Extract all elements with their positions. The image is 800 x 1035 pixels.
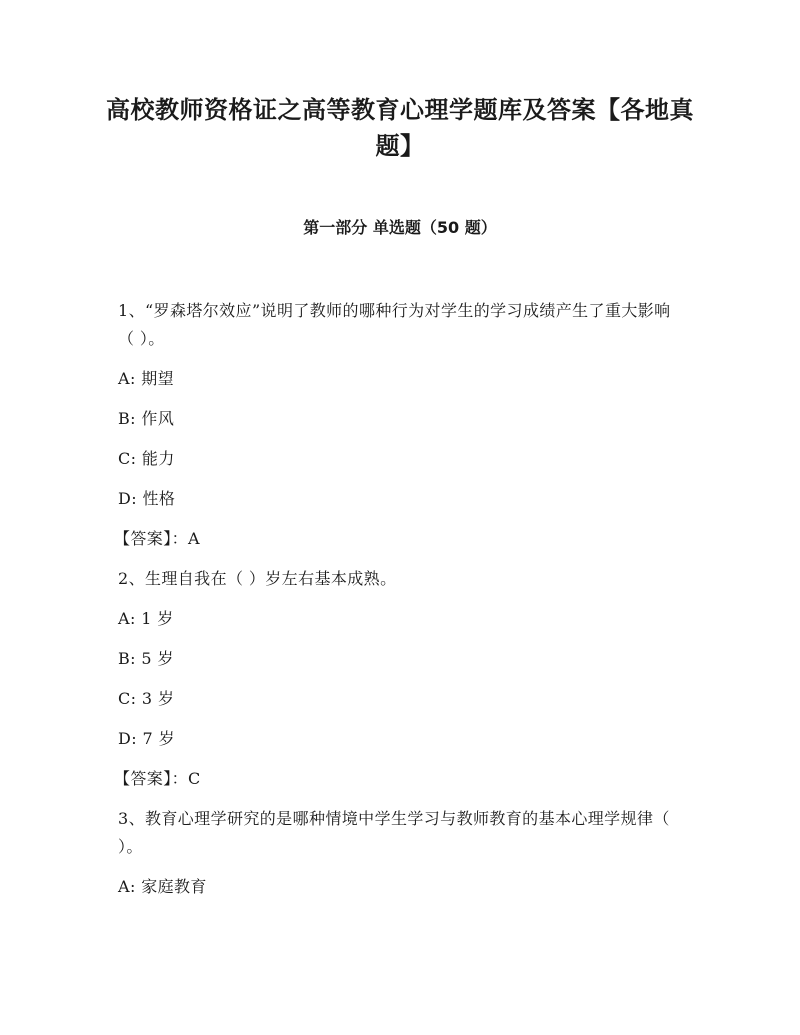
- option-3a: A: 家庭教育: [118, 877, 207, 896]
- option-1a: A: 期望: [118, 369, 175, 388]
- answer-1: 【答案】：A: [114, 529, 200, 548]
- answer-2: 【答案】：C: [114, 769, 201, 788]
- option-1d: D: 性格: [118, 489, 176, 508]
- question-stem-3: 3、教育心理学研究的是哪种情境中学生学习与教师教育的基本心理学规律（ ）。: [118, 809, 670, 856]
- document-title: 高校教师资格证之高等教育心理学题库及答案【各地真题】: [106, 95, 694, 160]
- option-2b: B: 5 岁: [118, 649, 174, 668]
- question-stem-2: 2、生理自我在（ ）岁左右基本成熟。: [118, 569, 397, 588]
- option-2d: D: 7 岁: [118, 729, 175, 748]
- question-stem-1: 1、“罗森塔尔效应”说明了教师的哪种行为对学生的学习成绩产生了重大影响（ ）。: [118, 301, 671, 348]
- option-2a: A: 1 岁: [118, 609, 174, 628]
- section-heading: 第一部分 单选题（50 题）: [303, 218, 497, 237]
- question-list: [114, 297, 683, 901]
- option-1b: B: 作风: [118, 409, 175, 428]
- option-1c: C: 能力: [118, 449, 175, 468]
- option-2c: C: 3 岁: [118, 689, 175, 708]
